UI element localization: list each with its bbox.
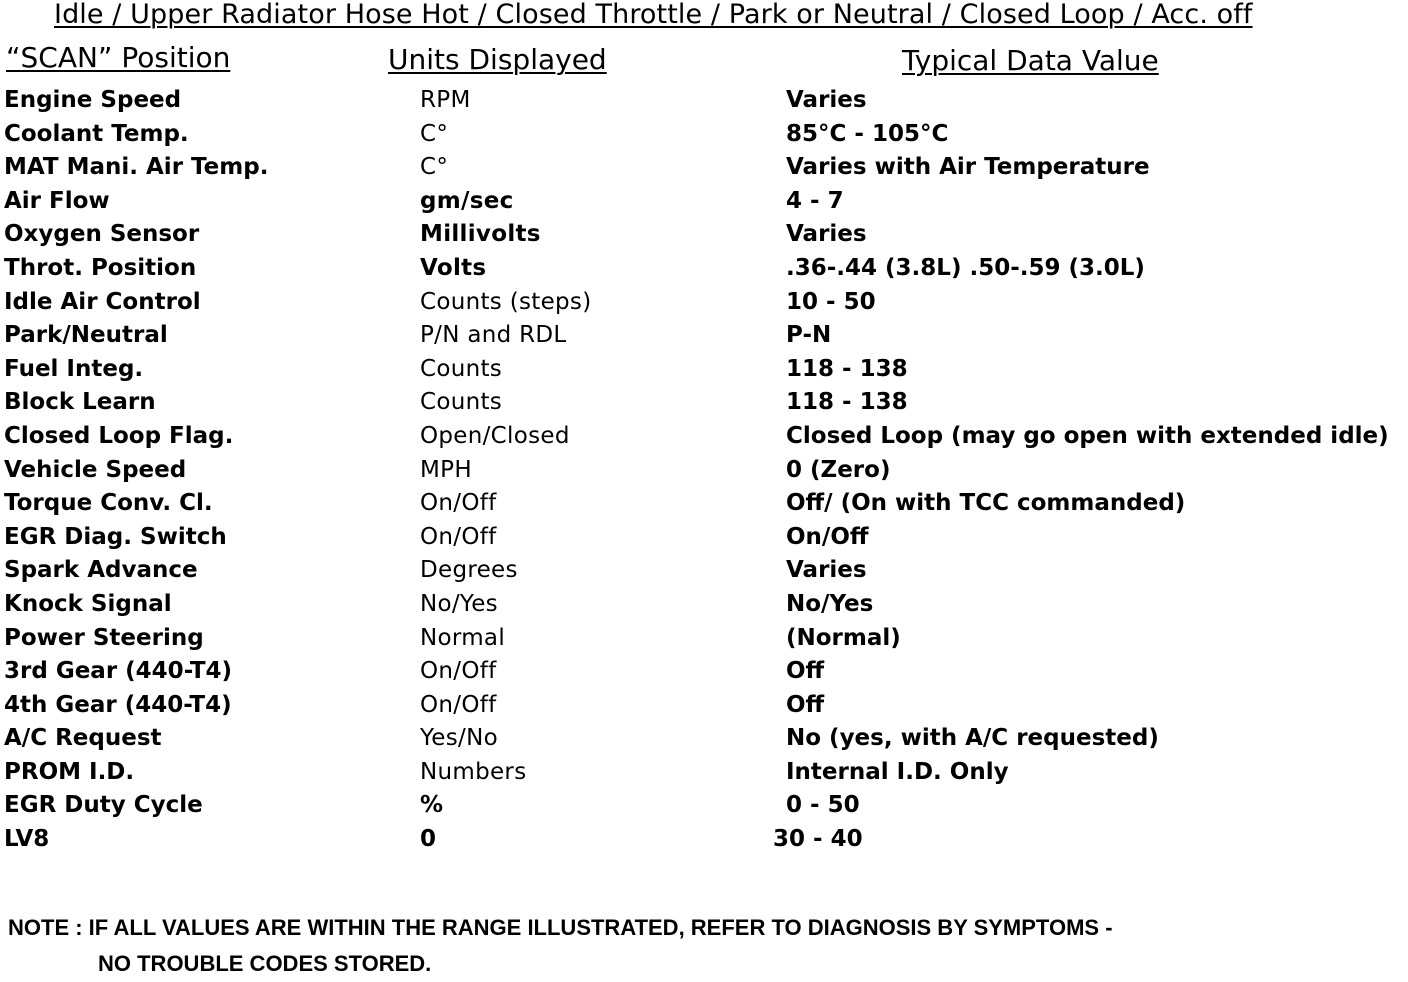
table-row <box>0 521 1408 555</box>
scan-position-cell: Knock Signal <box>4 590 172 617</box>
table-row <box>0 487 1408 521</box>
table-row <box>0 722 1408 756</box>
scan-position-cell: A/C Request <box>4 725 162 752</box>
condition-title: Idle / Upper Radiator Hose Hot / Closed Throttle / Park or Neutral / Closed Loop / Acc. off <box>54 0 1253 30</box>
header-scan-position: “SCAN” Position <box>6 41 231 74</box>
scan-data-table <box>0 84 1408 857</box>
units-displayed-cell: Degrees <box>420 557 518 584</box>
scan-position-cell: Closed Loop Flag. <box>4 422 234 449</box>
table-row <box>0 185 1408 219</box>
typical-value-cell: 118 - 138 <box>786 389 908 416</box>
scan-position-cell: Torque Conv. Cl. <box>4 490 213 517</box>
typical-value-cell: 30 - 40 <box>773 826 863 853</box>
units-displayed-cell: RPM <box>420 87 471 113</box>
units-displayed-cell: Yes/No <box>420 725 498 752</box>
table-row <box>0 353 1408 387</box>
units-displayed-cell: On/Off <box>420 691 497 718</box>
table-row <box>0 823 1408 857</box>
units-displayed-cell: No/Yes <box>420 590 498 617</box>
typical-value-cell: 4 - 7 <box>786 187 844 214</box>
units-displayed-cell: Normal <box>420 624 506 651</box>
scan-position-cell: Spark Advance <box>4 557 198 584</box>
table-row <box>0 689 1408 723</box>
units-displayed-cell: Numbers <box>420 758 527 785</box>
scan-position-cell: Vehicle Speed <box>4 456 187 483</box>
scan-position-cell: Fuel Integ. <box>4 355 144 382</box>
units-displayed-cell: Volts <box>420 254 487 281</box>
units-displayed-cell: gm/sec <box>420 187 514 214</box>
header-units-displayed: Units Displayed <box>388 43 607 76</box>
scan-position-cell: Park/Neutral <box>4 322 168 349</box>
table-row <box>0 420 1408 454</box>
table-row <box>0 319 1408 353</box>
table-row <box>0 454 1408 488</box>
units-displayed-cell: C° <box>420 120 449 147</box>
units-displayed-cell: MPH <box>420 456 472 483</box>
units-displayed-cell: Counts <box>420 389 503 416</box>
typical-value-cell: (Normal) <box>786 624 901 651</box>
typical-value-cell: .36-.44 (3.8L) .50-.59 (3.0L) <box>786 254 1145 281</box>
scan-position-cell: EGR Diag. Switch <box>4 523 227 550</box>
typical-value-cell: Closed Loop (may go open with extended idle) <box>786 422 1389 449</box>
typical-value-cell: Varies <box>786 221 867 248</box>
units-displayed-cell: Open/Closed <box>420 422 570 449</box>
typical-value-cell: 10 - 50 <box>786 288 876 315</box>
units-displayed-cell: P/N and RDL <box>420 322 567 349</box>
table-row <box>0 252 1408 286</box>
scan-position-cell: Oxygen Sensor <box>4 221 200 248</box>
units-displayed-cell: Counts <box>420 355 503 382</box>
units-displayed-cell: Millivolts <box>420 221 541 248</box>
typical-value-cell: Varies <box>786 87 867 113</box>
scan-position-cell: 4th Gear (440-T4) <box>4 691 232 718</box>
note <box>8 910 1113 982</box>
units-displayed-cell: Counts (steps) <box>420 288 592 315</box>
units-displayed-cell: On/Off <box>420 658 497 685</box>
table-row <box>0 118 1408 152</box>
typical-value-cell: 0 - 50 <box>786 792 860 819</box>
typical-value-cell: Internal I.D. Only <box>786 758 1009 785</box>
typical-value-cell: Off <box>786 691 825 718</box>
units-displayed-cell: 0 <box>420 826 437 853</box>
scan-position-cell: Idle Air Control <box>4 288 201 315</box>
scan-position-cell: Block Learn <box>4 389 156 416</box>
scan-position-cell: Coolant Temp. <box>4 120 189 147</box>
table-row <box>0 151 1408 185</box>
typical-value-cell: No (yes, with A/C requested) <box>786 725 1159 752</box>
table-row <box>0 386 1408 420</box>
typical-value-cell: P-N <box>786 322 832 349</box>
typical-value-cell: No/Yes <box>786 590 874 617</box>
table-row <box>0 655 1408 689</box>
typical-value-cell: On/Off <box>786 523 869 550</box>
scan-position-cell: EGR Duty Cycle <box>4 792 203 819</box>
table-row <box>0 756 1408 790</box>
table-row <box>0 554 1408 588</box>
typical-value-cell: 118 - 138 <box>786 355 908 382</box>
scan-position-cell: Power Steering <box>4 624 204 651</box>
table-row <box>0 588 1408 622</box>
typical-value-cell: Varies <box>786 557 867 584</box>
units-displayed-cell: C° <box>420 154 449 181</box>
table-row <box>0 622 1408 656</box>
table-row <box>0 218 1408 252</box>
typical-value-cell: Off <box>786 658 825 685</box>
table-row <box>0 789 1408 823</box>
header-typical-data-value: Typical Data Value <box>902 44 1159 77</box>
scan-position-cell: Air Flow <box>4 187 110 214</box>
typical-value-cell: Varies with Air Temperature <box>786 154 1150 181</box>
typical-value-cell: 0 (Zero) <box>786 456 891 483</box>
units-displayed-cell: On/Off <box>420 490 497 517</box>
scan-position-cell: Throt. Position <box>4 254 197 281</box>
units-displayed-cell: % <box>420 792 444 819</box>
scan-position-cell: MAT Mani. Air Temp. <box>4 154 269 181</box>
table-row <box>0 286 1408 320</box>
typical-value-cell: 85°C - 105°C <box>786 120 949 147</box>
note-line-2: NO TROUBLE CODES STORED. <box>98 951 432 976</box>
scan-position-cell: 3rd Gear (440-T4) <box>4 658 233 685</box>
table-row <box>0 84 1408 118</box>
units-displayed-cell: On/Off <box>420 523 497 550</box>
scan-position-cell: LV8 <box>4 826 50 853</box>
scan-position-cell: PROM I.D. <box>4 758 135 785</box>
scan-position-cell: Engine Speed <box>4 87 182 113</box>
typical-value-cell: Off/ (On with TCC commanded) <box>786 490 1186 517</box>
note-line-1: NOTE : IF ALL VALUES ARE WITHIN THE RANGE ILLUSTRATED, REFER TO DIAGNOSIS BY SYMPTOMS - <box>8 915 1113 940</box>
